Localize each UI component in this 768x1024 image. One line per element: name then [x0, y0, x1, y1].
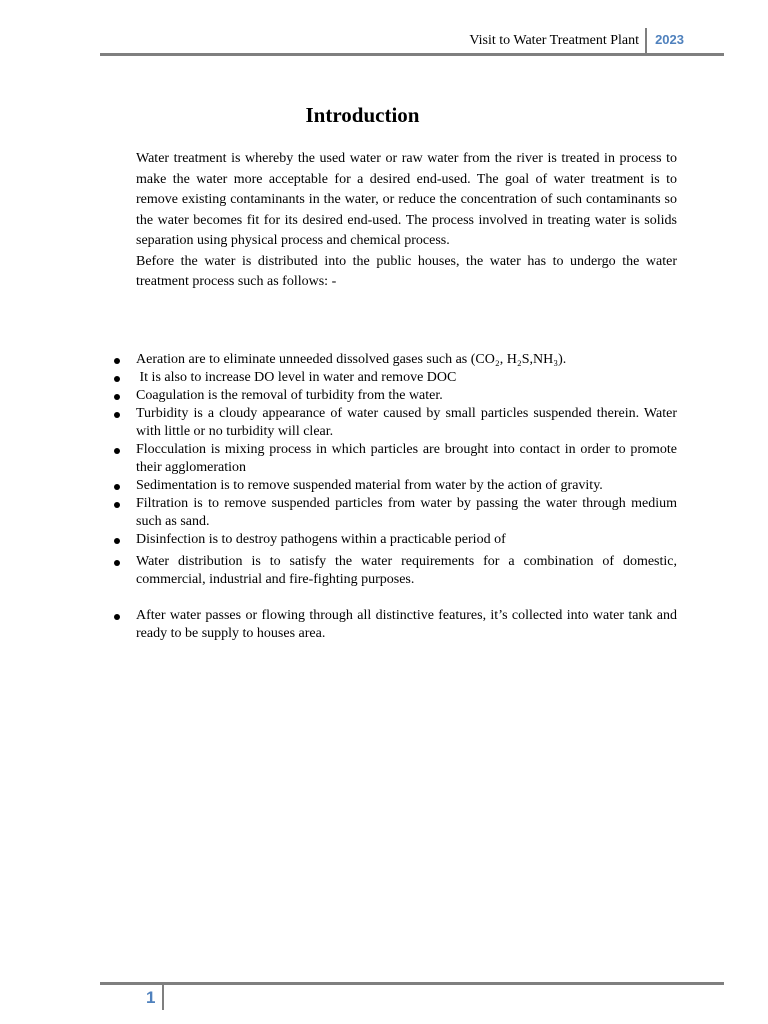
intro-text	[136, 149, 677, 293]
list-item-text: Disinfection is to destroy pathogens within a practicable period of	[136, 532, 506, 547]
bullet-icon	[114, 484, 120, 490]
list-item	[110, 441, 677, 477]
bullet-icon	[114, 448, 120, 454]
header-rule	[100, 53, 724, 56]
list-item-text: Water distribution is to satisfy the water requirements for a combination of domestic, commercial, industrial and fire-fighting purposes.	[136, 554, 677, 587]
list-item-text: After water passes or flowing through all distinctive features, it’s collected into water tank and ready to be supply to houses area.	[136, 608, 677, 641]
list-item-text: Flocculation is mixing process in which particles are brought into contact in order to promote their agglomeration	[136, 442, 677, 475]
footer-rule	[100, 982, 724, 985]
list-item	[110, 387, 677, 405]
bullet-icon	[114, 538, 120, 544]
process-bullet-list	[110, 351, 677, 643]
bullet-icon	[114, 560, 120, 566]
list-item	[110, 553, 677, 589]
list-item-text: Coagulation is the removal of turbidity from the water.	[136, 388, 443, 403]
bullet-icon	[114, 394, 120, 400]
list-item	[110, 405, 677, 441]
list-item-text: Sedimentation is to remove suspended material from water by the action of gravity.	[136, 478, 603, 493]
list-item	[110, 351, 677, 369]
list-item-text: Turbidity is a cloudy appearance of water caused by small particles suspended therein. Water with little or no turbidity will clear.	[136, 406, 677, 439]
list-item	[110, 477, 677, 495]
list-item-text: Filtration is to remove suspended particles from water by passing the water through medium such as sand.	[136, 496, 677, 529]
intro-paragraph: Water treatment is whereby the used water or raw water from the river is treated in process to make the water more acceptable for a desired end-used. The goal of water treatment is to remove existing contaminants in the water, or reduce the concentration of such contaminants so the water becomes fit for its desired end-used. The process involved in treating water is solids separation using physical process and chemical process.	[136, 151, 677, 248]
bullet-icon	[114, 614, 120, 620]
list-item	[110, 531, 677, 549]
intro-paragraph: Before the water is distributed into the public houses, the water has to undergo the water treatment process such as follows: -	[136, 253, 677, 289]
header-year: 2023	[655, 32, 684, 47]
header-separator	[645, 28, 647, 55]
page-header	[100, 28, 724, 56]
footer-separator	[162, 985, 164, 1010]
bullet-icon	[114, 502, 120, 508]
list-item	[110, 369, 677, 387]
bullet-icon	[114, 412, 120, 418]
bullet-icon	[114, 376, 120, 382]
list-item	[110, 495, 677, 531]
list-item-text: It is also to increase DO level in water and remove DOC	[136, 370, 457, 385]
list-item	[110, 607, 677, 643]
header-title: Visit to Water Treatment Plant	[469, 33, 639, 48]
list-item-text: Aeration are to eliminate unneeded dissolved gases such as (CO₂, H₂S,NH₃).	[136, 352, 567, 367]
section-heading: Introduction	[305, 103, 420, 127]
bullet-icon	[114, 358, 120, 364]
page-number: 1	[146, 988, 156, 1007]
